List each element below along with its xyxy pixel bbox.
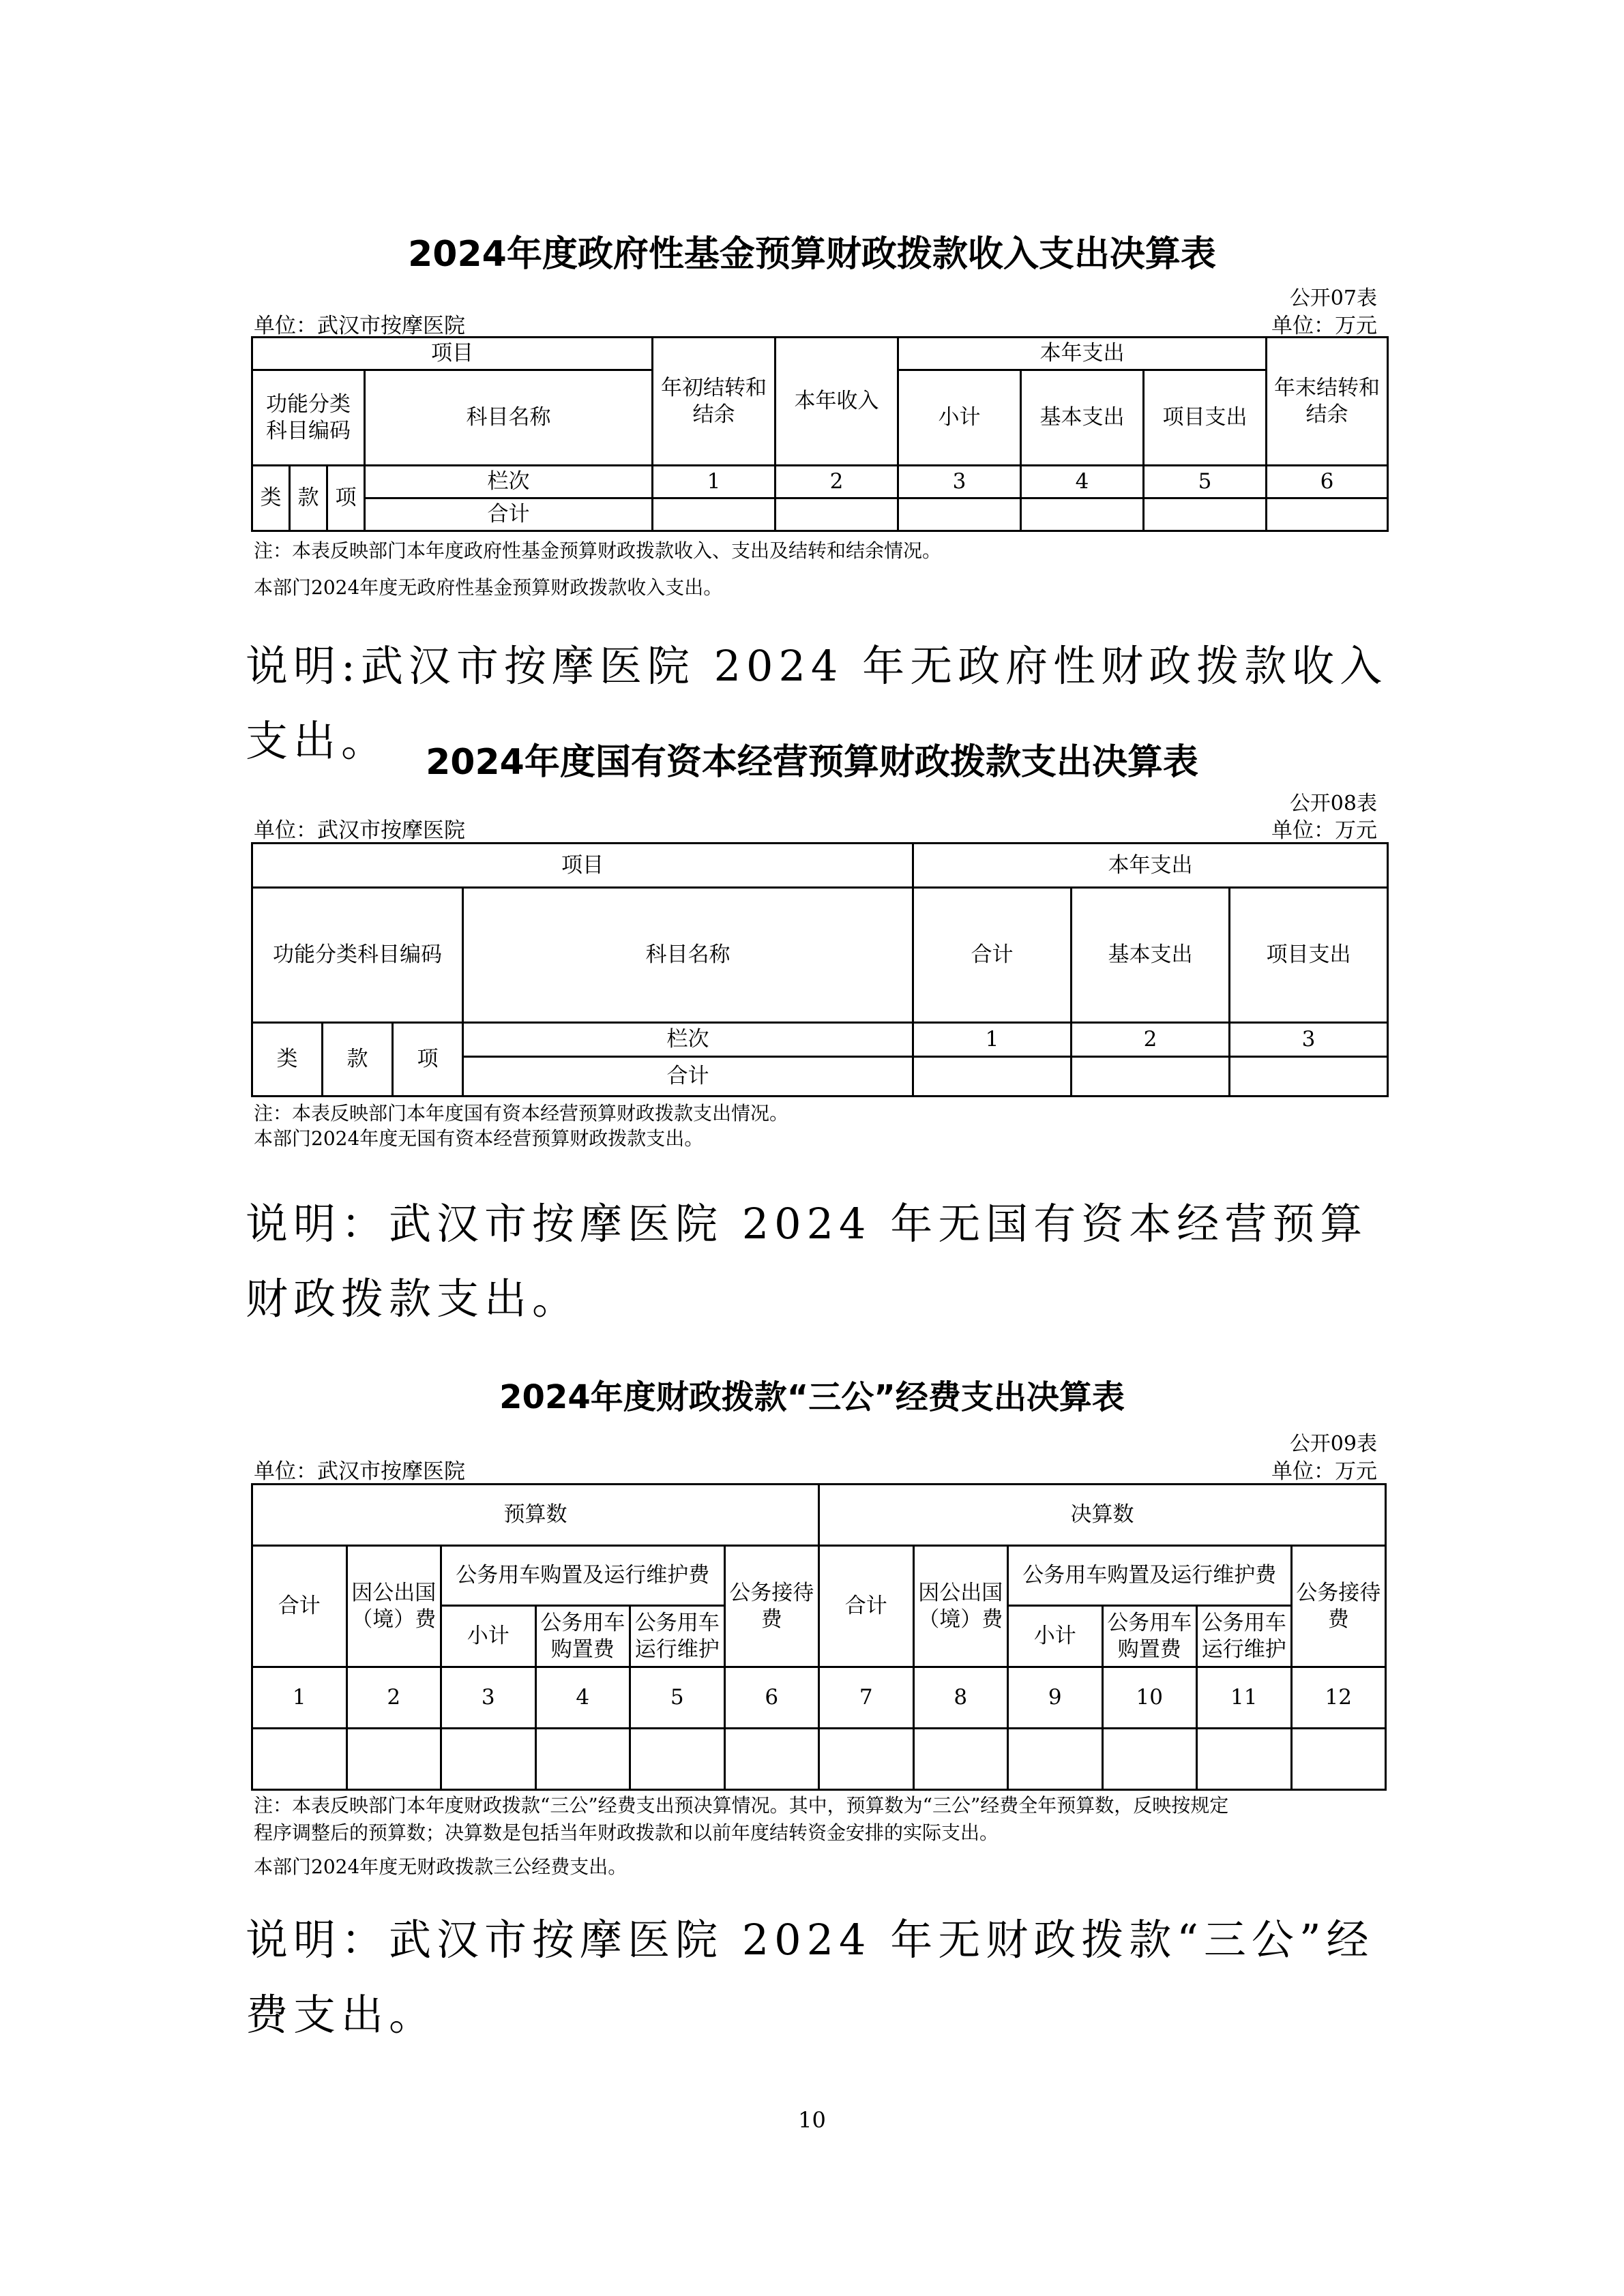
- t2-header-total: 合计: [913, 888, 1072, 1023]
- t3-header-abroad-line2: （境）费: [351, 1607, 437, 1632]
- t2-description: 说明：武汉市按摩医院 2024 年无国有资本经营预算财政拨款支出。: [246, 1199, 1368, 1324]
- t3-header-reception-final: [1291, 1546, 1386, 1667]
- t2-header-subject: 科目名称: [463, 888, 913, 1023]
- t3-header-total-final: 合计: [819, 1546, 914, 1667]
- t3-header-abroad: [346, 1546, 441, 1667]
- t1-header-end-balance: [1267, 338, 1388, 466]
- t3-col-5: 5: [630, 1667, 725, 1729]
- t3-header-car: 公务用车购置及运行维护费: [441, 1546, 725, 1606]
- t1-header-xiang: 项: [327, 466, 365, 531]
- t1-total-cell: [776, 498, 898, 531]
- t1-table-code: 公开07表: [1289, 286, 1377, 310]
- t1-header-begin-line2: 结余: [692, 402, 735, 427]
- t3-note-line1: 注：本表反映部门本年度财政拨款“三公”经费支出预决算情况。其中，预算数为“三公”经费全年预算数，反映按规定: [254, 1794, 1229, 1817]
- t3-header-abroad-final: [913, 1546, 1008, 1667]
- t3-data-cell: [1102, 1729, 1197, 1790]
- t3-data-cell: [252, 1729, 347, 1790]
- t3-header-reception-final-line1: 公务接待: [1296, 1580, 1381, 1605]
- t3-col-11: 11: [1197, 1667, 1292, 1729]
- t3-data-cell: [819, 1729, 914, 1790]
- t3-description: 说明：武汉市按摩医院 2024 年无财政拨款“三公”经费支出。: [246, 1915, 1374, 2040]
- t1-title: 2024年度政府性基金预算财政拨款收入支出决算表: [408, 234, 1216, 275]
- t2-header-xiang: 项: [393, 1023, 463, 1097]
- t1-note-none: 本部门2024年度无政府性基金预算财政拨款收入支出。: [254, 576, 723, 599]
- t3-unit-left: 单位：武汉市按摩医院: [254, 1459, 465, 1484]
- t3-header-car-run-final-line1: 公务用车: [1201, 1610, 1286, 1635]
- t3-col-3: 3: [441, 1667, 536, 1729]
- t1-header-proj: 项目支出: [1144, 370, 1267, 466]
- t2-col-1: 1: [913, 1023, 1072, 1057]
- t1-header-end-line2: 结余: [1305, 402, 1348, 427]
- t1-col-5: 5: [1144, 466, 1267, 498]
- t3-note-line2: 程序调整后的预算数；决算数是包括当年财政拨款和以前年度结转资金安排的实际支出。: [254, 1821, 999, 1844]
- t1-total-cell: [898, 498, 1021, 531]
- t3-unit-right: 单位：万元: [1271, 1459, 1377, 1484]
- t2-total-cell: [1230, 1057, 1388, 1097]
- t3-header-car-buy-line2: 购置费: [550, 1637, 615, 1662]
- t3-col-9: 9: [1008, 1667, 1103, 1729]
- t3-col-10: 10: [1102, 1667, 1197, 1729]
- t1-unit-left: 单位：武汉市按摩医院: [254, 314, 465, 338]
- t1-col-3: 3: [898, 466, 1021, 498]
- t3-col-2: 2: [346, 1667, 441, 1729]
- t1-total-cell: [1267, 498, 1388, 531]
- t3-header-reception-final-line2: 费: [1327, 1607, 1349, 1632]
- t1-header-basic: 基本支出: [1021, 370, 1144, 466]
- t3-header-car-buy-line1: 公务用车: [540, 1610, 625, 1635]
- t2-col-2: 2: [1072, 1023, 1230, 1057]
- t1-note: 注：本表反映部门本年度政府性基金预算财政拨款收入、支出及结转和结余情况。: [254, 539, 942, 562]
- t3-header-car-buy-final: [1102, 1606, 1197, 1667]
- t1-total-cell: [1144, 498, 1267, 531]
- t2-total-cell: [913, 1057, 1072, 1097]
- t1-header-expense: 本年支出: [898, 338, 1267, 370]
- t3-header-final: 决算数: [819, 1485, 1386, 1546]
- t3-header-total: 合计: [252, 1546, 347, 1667]
- t2-note: 注：本表反映部门本年度国有资本经营预算财政拨款支出情况。: [254, 1102, 789, 1124]
- t2-row-total-label: 合计: [463, 1057, 913, 1097]
- t2-header-expense: 本年支出: [913, 844, 1388, 888]
- t1-row-col-label: 栏次: [365, 466, 653, 498]
- t1-col-4: 4: [1021, 466, 1144, 498]
- t2-unit-left: 单位：武汉市按摩医院: [254, 818, 465, 843]
- t3-header-car-run-final-line2: 运行维护: [1201, 1637, 1286, 1662]
- t2-header-kuan: 款: [323, 1023, 393, 1097]
- t1-header-func-line2: 科目编码: [266, 418, 351, 443]
- t3-header-subtotal-final: 小计: [1008, 1606, 1103, 1667]
- t3-header-subtotal: 小计: [441, 1606, 536, 1667]
- t2-header-func-code: 功能分类科目编码: [252, 888, 463, 1023]
- t3-header-budget: 预算数: [252, 1485, 819, 1546]
- t1-col-6: 6: [1267, 466, 1388, 498]
- t3-table-code: 公开09表: [1289, 1432, 1377, 1456]
- t2-total-cell: [1072, 1057, 1230, 1097]
- t2-table: [251, 842, 1389, 1097]
- t3-header-car-run-final: [1197, 1606, 1292, 1667]
- t2-header-proj: 项目支出: [1230, 888, 1388, 1023]
- t3-col-6: 6: [724, 1667, 819, 1729]
- t3-data-cell: [346, 1729, 441, 1790]
- t3-header-car-run-line1: 公务用车: [634, 1610, 720, 1635]
- t3-col-8: 8: [913, 1667, 1008, 1729]
- t1-header-subject: 科目名称: [365, 370, 653, 466]
- t1-header-func-code: [252, 370, 365, 466]
- t2-col-3: 3: [1230, 1023, 1388, 1057]
- t1-description: 说明:武汉市按摩医院 2024 年无政府性财政拨款收入支出。: [246, 641, 1388, 766]
- t3-data-cell: [1291, 1729, 1386, 1790]
- t1-header-lei: 类: [252, 466, 290, 531]
- t3-col-7: 7: [819, 1667, 914, 1729]
- page-number: 10: [798, 2107, 826, 2133]
- t3-data-cell: [1197, 1729, 1292, 1790]
- t3-header-car-buy: [535, 1606, 630, 1667]
- t2-unit-right: 单位：万元: [1271, 818, 1377, 843]
- t2-title: 2024年度国有资本经营预算财政拨款支出决算表: [426, 742, 1198, 783]
- t1-unit-right: 单位：万元: [1271, 314, 1377, 338]
- t1-header-income: 本年收入: [776, 338, 898, 466]
- t3-header-car-run-line2: 运行维护: [634, 1637, 720, 1662]
- t3-col-12: 12: [1291, 1667, 1386, 1729]
- t1-header-func-line1: 功能分类: [266, 391, 351, 417]
- t3-data-cell: [535, 1729, 630, 1790]
- t1-row-total-label: 合计: [365, 498, 653, 531]
- t3-header-abroad-final-line1: 因公出国: [918, 1580, 1003, 1605]
- t3-data-cell: [1008, 1729, 1103, 1790]
- t2-header-project: 项目: [252, 844, 913, 888]
- t3-data-cell: [630, 1729, 725, 1790]
- t3-col-4: 4: [535, 1667, 630, 1729]
- t3-data-cell: [441, 1729, 536, 1790]
- t1-total-cell: [1021, 498, 1144, 531]
- t1-header-end-line1: 年末结转和: [1274, 375, 1381, 400]
- t2-table-code: 公开08表: [1289, 792, 1377, 816]
- t3-note-none: 本部门2024年度无财政拨款三公经费支出。: [254, 1855, 628, 1878]
- t3-data-cell: [913, 1729, 1008, 1790]
- t3-header-car-buy-final-line2: 购置费: [1117, 1637, 1181, 1662]
- t2-note-none: 本部门2024年度无国有资本经营预算财政拨款支出。: [254, 1127, 704, 1150]
- t3-header-reception-line1: 公务接待: [729, 1580, 814, 1605]
- t1-header-project: 项目: [252, 338, 653, 370]
- t1-col-1: 1: [653, 466, 776, 498]
- t2-row-col-label: 栏次: [463, 1023, 913, 1057]
- t1-total-cell: [653, 498, 776, 531]
- t3-header-reception-line2: 费: [761, 1607, 782, 1632]
- t1-header-begin-balance: [653, 338, 776, 466]
- t3-header-abroad-line1: 因公出国: [351, 1580, 437, 1605]
- t1-header-kuan: 款: [290, 466, 327, 531]
- t3-header-reception: [724, 1546, 819, 1667]
- t2-header-lei: 类: [252, 1023, 323, 1097]
- t3-data-cell: [724, 1729, 819, 1790]
- t3-header-car-final: 公务用车购置及运行维护费: [1008, 1546, 1292, 1606]
- t3-col-1: 1: [252, 1667, 347, 1729]
- t3-table: [251, 1483, 1387, 1791]
- t1-header-subtotal: 小计: [898, 370, 1021, 466]
- t3-title: 2024年度财政拨款“三公”经费支出决算表: [499, 1378, 1125, 1416]
- t1-header-begin-line1: 年初结转和: [661, 375, 767, 400]
- t3-header-car-run: [630, 1606, 725, 1667]
- t3-header-car-buy-final-line1: 公务用车: [1107, 1610, 1192, 1635]
- t3-header-abroad-final-line2: （境）费: [918, 1607, 1003, 1632]
- t1-table: [251, 336, 1389, 532]
- t1-col-2: 2: [776, 466, 898, 498]
- t2-header-basic: 基本支出: [1072, 888, 1230, 1023]
